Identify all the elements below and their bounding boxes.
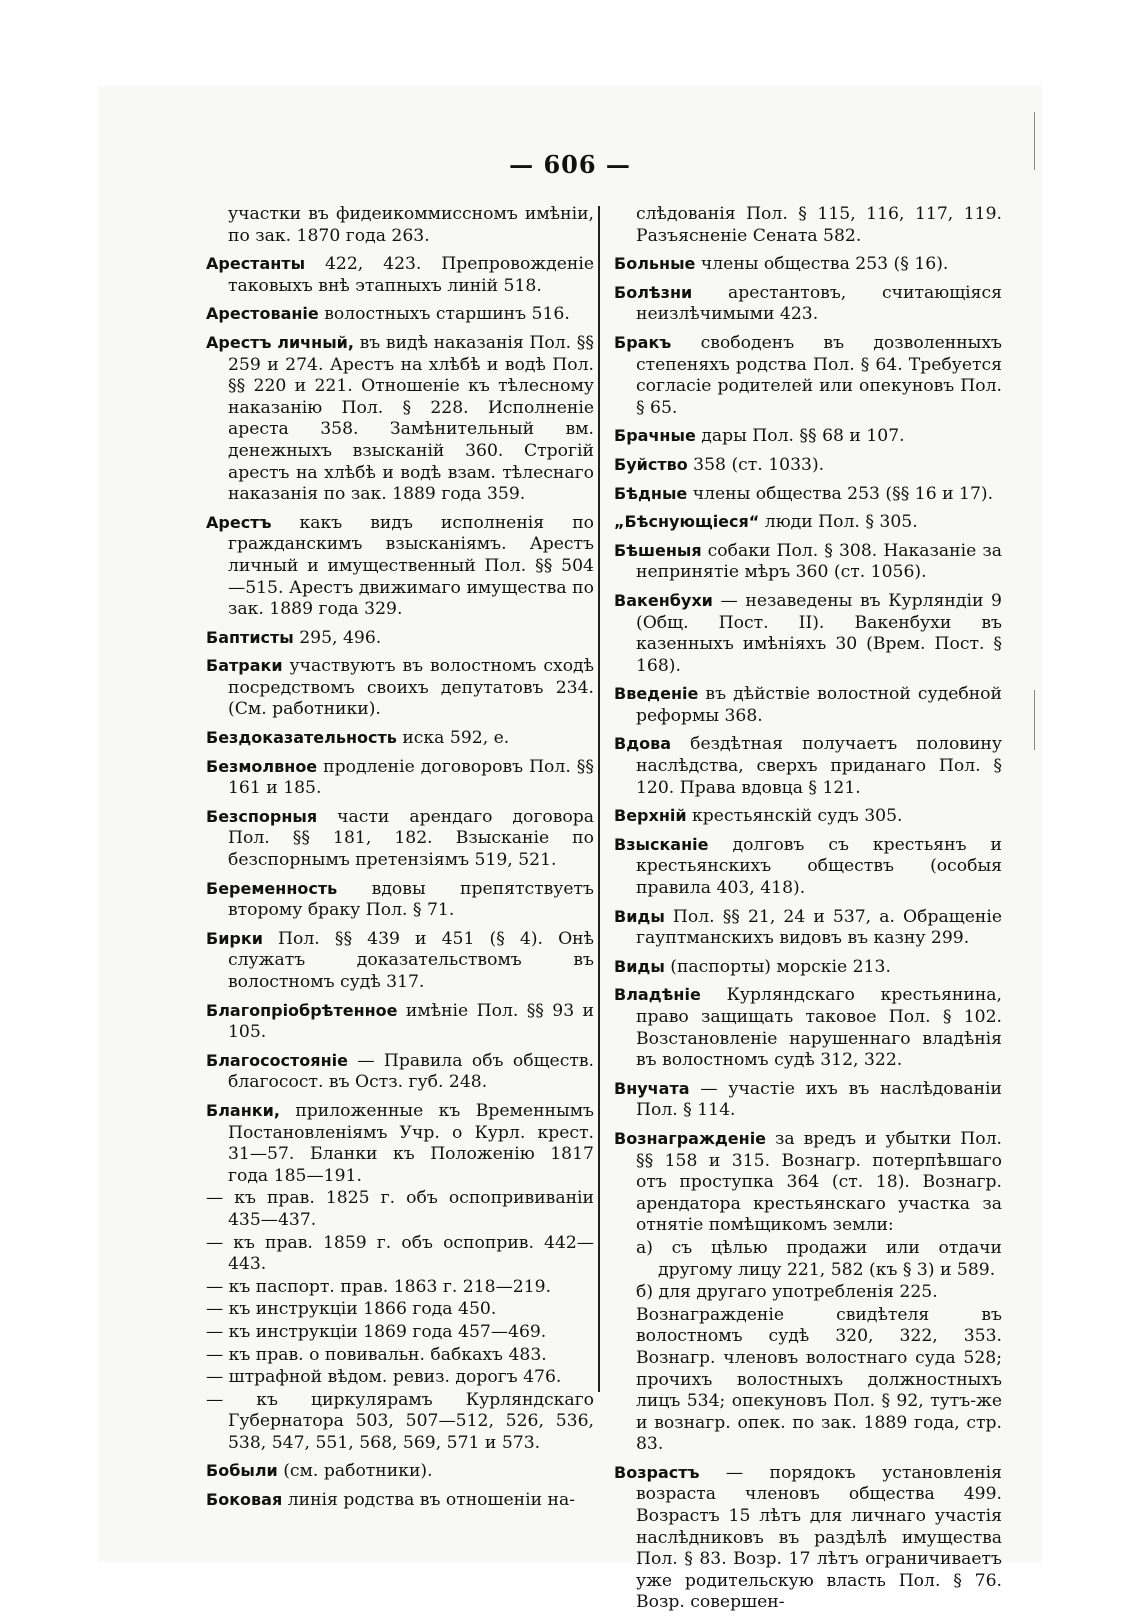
index-entry: [614, 1462, 1002, 1614]
index-entry: [206, 1299, 594, 1321]
index-headword: Бездоказательность: [206, 728, 397, 748]
index-headword: Бланки,: [206, 1100, 280, 1120]
index-entry-text: — къ инструкціи 1866 года 450.: [206, 1299, 497, 1320]
index-entry-text: 358 (ст. 1033).: [687, 454, 825, 475]
index-headword: Вознагражденіе: [614, 1128, 767, 1148]
index-entry-text: члены общества 253 (§ 16).: [695, 254, 949, 275]
index-entry: [614, 204, 1002, 247]
index-entry: [206, 1390, 594, 1455]
index-entry-text: — незаведены въ Курляндіи 9 (Общ. Пост. II). Вакенбухи въ казенныхъ имѣніяхъ 30 (Врем. Пост. § 168).: [636, 590, 1002, 676]
index-headword: Верхній: [614, 806, 687, 826]
index-headword: Бракъ: [614, 332, 672, 352]
index-entry-text: а) съ цѣлью продажи или отдачи другому лицу 221, 582 (къ § 3) и 589.: [636, 1237, 1002, 1280]
column-divider: [598, 206, 600, 1392]
index-entry: [614, 906, 1002, 950]
index-entry: [206, 1000, 594, 1044]
index-entry-text: — къ прав. 1825 г. объ оспопрививаніи 435—437.: [206, 1188, 594, 1230]
index-entry: [206, 806, 594, 872]
index-entry: [614, 332, 1002, 419]
index-headword: Владѣніе: [614, 985, 701, 1005]
index-entry-text: участвуютъ въ волостномъ сходѣ посредствомъ своихъ депутатовъ 234. (См. работники).: [228, 656, 594, 720]
index-entry-text: дары Пол. §§ 68 и 107.: [695, 426, 905, 447]
index-entry: [206, 1322, 594, 1344]
index-entry-text: имѣніе Пол. §§ 93 и 105.: [228, 1000, 594, 1043]
index-entry-text: — къ инструкціи 1869 года 457—469.: [206, 1321, 547, 1342]
index-headword: Безспорныя: [206, 806, 318, 826]
index-headword: Бобыли: [206, 1461, 278, 1481]
index-entry: [614, 1305, 1002, 1456]
index-headword: Боковая: [206, 1490, 283, 1510]
index-entry-text: Пол. §§ 439 и 451 (§ 4). Онѣ служатъ доказательствомъ въ волостномъ судѣ 317.: [228, 928, 594, 992]
index-entry: [614, 590, 1002, 677]
index-entry: [206, 1100, 594, 1187]
left-column: [206, 204, 594, 1518]
right-column: [614, 204, 1002, 1620]
index-entry-text: б) для другаго употребленія 225.: [636, 1282, 938, 1303]
index-entry-text: арестантовъ, считающіяся неизлѣчимыми 423.: [636, 282, 1002, 325]
index-entry: [614, 834, 1002, 900]
index-entry: [614, 1128, 1002, 1237]
index-entry-text: продленіе договоровъ Пол. §§ 161 и 185.: [228, 756, 594, 799]
index-entry: [614, 425, 1002, 448]
index-headword: „Бѣснующіеся“: [614, 512, 760, 532]
index-entry-text: какъ видъ исполненія по гражданскимъ взысканіямъ. Арестъ личный и имущественный Пол. §§ 504—515. Арестъ движимаго имущества по зак. 1889 года 329.: [228, 512, 594, 620]
index-entry-text: части арендаго договора Пол. §§ 181, 182. Взысканіе по безспорнымъ претензіямъ 519, 521.: [228, 806, 594, 871]
index-headword: Арестанты: [206, 254, 306, 274]
index-headword: Баптисты: [206, 627, 294, 647]
index-entry: [614, 511, 1002, 534]
index-headword: Благосостояніе: [206, 1050, 348, 1070]
index-entry: [206, 1489, 594, 1512]
index-entry: [614, 984, 1002, 1071]
index-entry: [614, 683, 1002, 727]
index-entry: [206, 204, 594, 247]
index-entry-text: — участіе ихъ въ наслѣдованіи Пол. § 114.: [636, 1078, 1002, 1121]
index-headword: Бирки: [206, 928, 263, 948]
index-entry-text: — штрафной вѣдом. ревиз. дорогъ 476.: [206, 1367, 562, 1388]
index-entry: [206, 253, 594, 297]
index-entry-text: за вредъ и убытки Пол. §§ 158 и 315. Вознагр. потерпѣвшаго отъ проступка 364 (ст. 18). Вознагр. арендатора крестьянскаго участка за отнятіе помѣщикомъ земли:: [636, 1128, 1002, 1236]
index-headword: Взысканіе: [614, 834, 709, 854]
index-entry-text: свободенъ въ дозволенныхъ степеняхъ родства Пол. § 64. Требуется согласіе родителей или опекуновъ Пол. § 65.: [636, 332, 1002, 418]
index-headword: Благопріобрѣтенное: [206, 1000, 398, 1020]
index-headword: Возрастъ: [614, 1462, 700, 1482]
index-entry: [614, 1282, 1002, 1304]
page-number: — 606 —: [509, 150, 631, 179]
index-headword: Введеніе: [614, 684, 699, 704]
index-entry-text: (паспорты) морскіе 213.: [664, 956, 891, 977]
index-entry: [206, 332, 594, 506]
index-headword: Безмолвное: [206, 756, 318, 776]
index-headword: Буйство: [614, 454, 688, 474]
index-entry-text: люди Пол. § 305.: [759, 512, 918, 533]
index-entry: [206, 1188, 594, 1231]
index-entry: [614, 253, 1002, 276]
index-entry: [206, 627, 594, 650]
index-entry: [206, 1460, 594, 1483]
page-edge-mark: [1034, 690, 1035, 750]
index-headword: Вакенбухи: [614, 590, 713, 610]
index-entry: [614, 483, 1002, 506]
index-entry: [614, 805, 1002, 828]
index-entry-text: члены общества 253 (§§ 16 и 17).: [687, 483, 994, 504]
index-entry-text: — къ прав. 1859 г. объ оспоприв. 442—443.: [206, 1232, 594, 1275]
index-entry-text: Вознагражденіе свидѣтеля въ волостномъ судѣ 320, 322, 353. Вознагр. членовъ волостнаго суда 528; прочихъ волостныхъ должностныхъ лицъ 534; опекуновъ Пол. § 92, тутъ-же и вознагр. опек. по зак. 1889 года, стр. 83.: [636, 1304, 1002, 1455]
index-entry-text: — порядокъ установленія возраста членовъ общества 499. Возрастъ 15 лѣтъ для личнаго участія наслѣдниковъ въ раздѣлѣ имущества Пол. § 83. Возр. 17 лѣтъ ограничиваетъ уже родительскую власть Пол. § 76. Возр. совершен-: [636, 1462, 1002, 1613]
index-entry-text: иска 592, е.: [396, 728, 510, 749]
index-entry-text: — къ прав. о повивальн. бабкахъ 483.: [206, 1344, 547, 1365]
index-headword: Вдова: [614, 734, 672, 754]
index-headword: Внучата: [614, 1078, 690, 1098]
index-entry-text: бездѣтная получаетъ половину наслѣдства, сверхъ приданаго Пол. § 120. Права вдовца § 121.: [636, 734, 1002, 798]
index-entry: [614, 956, 1002, 979]
index-entry: [206, 1050, 594, 1094]
index-entry: [614, 733, 1002, 799]
index-entry-text: (см. работники).: [277, 1461, 433, 1482]
index-entry-text: 422, 423. Препровожденіе таковыхъ внѣ этапныхъ линій 518.: [228, 254, 594, 296]
index-headword: Виды: [614, 956, 665, 976]
index-entry: [614, 454, 1002, 477]
index-entry-text: Курляндскаго крестьянина, право защищать таковое Пол. § 102. Возстановленіе нарушеннаго владѣнія въ волостномъ судѣ 312, 322.: [636, 985, 1002, 1071]
index-headword: Бѣдные: [614, 483, 688, 503]
index-entry: [614, 540, 1002, 584]
index-entry-text: — къ паспорт. прав. 1863 г. 218—219.: [206, 1276, 552, 1297]
index-entry-text: линія родства въ отношеніи на-: [282, 1490, 576, 1511]
index-headword: Батраки: [206, 656, 283, 676]
index-entry: [206, 303, 594, 326]
index-headword: Брачные: [614, 426, 696, 446]
index-entry: [614, 1238, 1002, 1281]
index-entry-text: приложенные къ Временнымъ Постановленіямъ Учр. о Курл. крест. 31—57. Бланки къ Положенію 1817 года 185—191.: [228, 1100, 594, 1186]
index-entry: [206, 878, 594, 922]
index-entry-text: въ видѣ наказанія Пол. §§ 259 и 274. Арестъ на хлѣбѣ и водѣ Пол. §§ 220 и 221. Отношеніе къ тѣлесному наказанію Пол. § 228. Исполненіе ареста 358. Замѣнительный вм. денежныхъ взысканій 360. Строгій арестъ на хлѣбѣ и водѣ взам. тѣлеснаго наказанія по зак. 1889 года 359.: [228, 332, 594, 505]
index-headword: Больные: [614, 254, 696, 274]
index-entry-text: 295, 496.: [293, 627, 382, 648]
index-entry: [614, 1078, 1002, 1122]
index-headword: Арестъ личный,: [206, 332, 354, 352]
index-entry: [206, 756, 594, 800]
index-entry: [206, 928, 594, 994]
index-entry: [206, 1367, 594, 1389]
index-entry-text: крестьянскій судъ 305.: [686, 806, 903, 827]
index-entry: [614, 282, 1002, 326]
index-entry-text: долговъ съ крестьянъ и крестьянскихъ обществъ (особыя правила 403, 418).: [636, 834, 1002, 899]
index-entry: [206, 1233, 594, 1276]
index-entry-text: вдовы препятствуетъ второму браку Пол. § 71.: [228, 878, 594, 921]
index-headword: Болѣзни: [614, 282, 693, 302]
index-entry-text: слѣдованія Пол. § 115, 116, 117, 119. Разъясненіе Сената 582.: [636, 204, 1002, 246]
index-entry-text: собаки Пол. § 308. Наказаніе за непринятіе мѣръ 360 (ст. 1056).: [636, 540, 1002, 583]
index-entry: [206, 727, 594, 750]
index-entry-text: Пол. §§ 21, 24 и 537, а. Обращеніе гауптманскихъ видовъ въ казну 299.: [636, 906, 1002, 949]
index-entry-text: — къ циркулярамъ Курляндскаго Губернатора 503, 507—512, 526, 536, 538, 547, 551, 568, 569, 571 и 573.: [206, 1389, 594, 1453]
index-entry-text: — Правила объ обществ. благосост. въ Остз. губ. 248.: [228, 1050, 594, 1093]
index-entry-text: волостныхъ старшинъ 516.: [318, 304, 570, 325]
index-headword: Арестъ: [206, 512, 272, 532]
index-entry-text: въ дѣйствіе волостной судебной реформы 368.: [636, 684, 1002, 726]
index-entry-text: участки въ фидеикоммиссномъ имѣніи, по зак. 1870 года 263.: [228, 204, 594, 246]
index-headword: Арестованіе: [206, 304, 319, 324]
index-headword: Виды: [614, 906, 665, 926]
index-entry: [206, 1345, 594, 1367]
index-entry: [206, 1277, 594, 1299]
index-headword: Беременность: [206, 878, 338, 898]
index-headword: Бѣшеныя: [614, 540, 702, 560]
index-entry: [206, 512, 594, 621]
index-entry: [206, 655, 594, 721]
